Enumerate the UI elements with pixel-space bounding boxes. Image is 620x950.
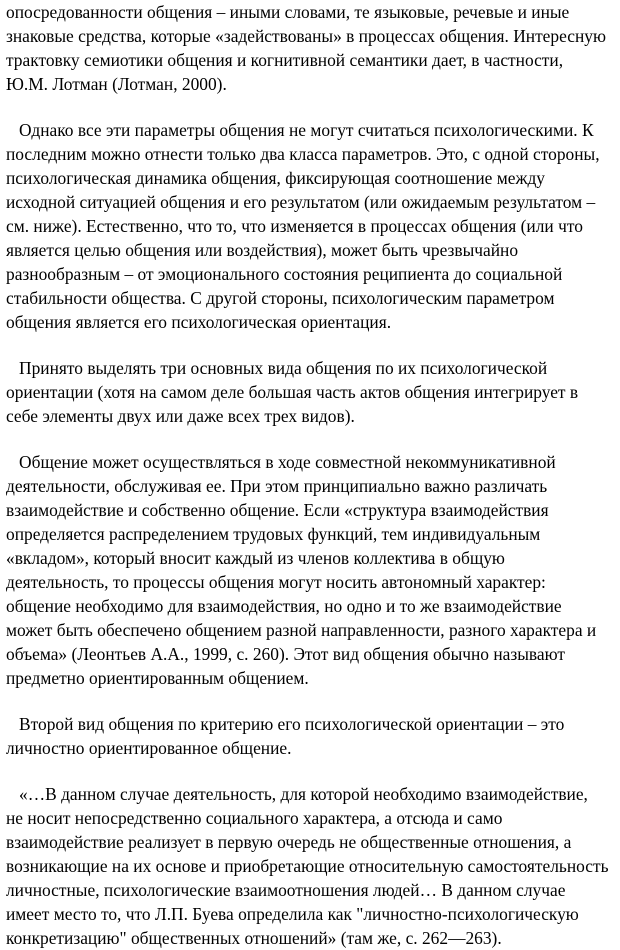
text-line: Ю.М. Лотман (Лотман, 2000). (6, 74, 227, 94)
text-line: имеет место то, что Л.П. Буева определила как "личностно-психологическую (6, 904, 579, 924)
text-line: знаковые средства, которые «задействованы» в процессах общения. Интересную (6, 26, 606, 46)
text-line: возникающие на их основе и приобретающие относительную самостоятельность (6, 856, 609, 876)
text-line: является целью общения или воздействия), может быть чрезвычайно (6, 240, 519, 260)
text-line: может быть обеспечено общением разной направленности, разного характера и (6, 620, 597, 640)
text-line: исходной ситуацией общения и его результатом (или ожидаемым результатом – (6, 192, 596, 212)
text-line: предметно ориентированным общением. (6, 668, 309, 688)
text-line: определяется распределением трудовых функций, тем индивидуальным (6, 524, 541, 544)
text-line: Принято выделять три основных вида общения по их психологической (6, 358, 548, 378)
paragraph-3 (6, 356, 620, 428)
text-line: не носит непосредственно социального характера, а отсюда и само (6, 808, 503, 828)
paragraph-6-quote (6, 782, 620, 950)
text-line: взаимодействие реализует в первую очередь не общественные отношения, а (6, 832, 572, 852)
text-line: общение необходимо для взаимодействия, но одно и то же взаимодействие (6, 596, 562, 616)
paragraph-5 (6, 712, 620, 760)
text-line: стабильности общества. С другой стороны, психологическим параметром (6, 288, 555, 308)
text-line: личностно ориентированное общение. (6, 738, 292, 758)
text-line: «вкладом», который вносит каждый из членов коллектива в общую (6, 548, 505, 568)
text-line: психологическая динамика общения, фиксирующая соотношение между (6, 168, 545, 188)
text-line: общения является его психологическая ориентация. (6, 312, 392, 332)
text-line: взаимодействие и собственно общение. Если «структура взаимодействия (6, 500, 549, 520)
text-line: трактовку семиотики общения и когнитивной семантики дает, в частности, (6, 50, 564, 70)
paragraph-1 (6, 0, 620, 96)
text-line: последним можно отнести только два класса параметров. Это, с одной стороны, (6, 144, 600, 164)
text-line: ориентации (хотя на самом деле большая часть актов общения интегрирует в (6, 382, 579, 402)
text-line: деятельности, обслуживая ее. При этом принципиально важно различать (6, 476, 548, 496)
text-line: конкретизацию" общественных отношений» (там же, с. 262—263). (6, 928, 502, 948)
text-line: объема» (Леонтьев А.А., 1999, с. 260). Этот вид общения обычно называют (6, 644, 565, 664)
text-line: опосредованности общения – иными словами, те языковые, речевые и иные (6, 2, 570, 22)
text-line: см. ниже). Естественно, что то, что изменяется в процессах общения (или что (6, 216, 583, 236)
paragraph-4 (6, 450, 620, 690)
text-line: «…В данном случае деятельность, для которой необходимо взаимодействие, (6, 784, 588, 804)
text-line: Общение может осуществляться в ходе совместной некоммуникативной (6, 452, 556, 472)
text-line: Однако все эти параметры общения не могут считаться психологическими. К (6, 120, 594, 140)
text-line: себе элементы двух или даже всех трех видов). (6, 406, 355, 426)
text-line: разнообразным – от эмоционального состояния реципиента до социальной (6, 264, 563, 284)
paragraph-2 (6, 118, 620, 334)
text-line: личностные, психологические взаимоотношения людей… В данном случае (6, 880, 566, 900)
text-line: деятельность, то процессы общения могут носить автономный характер: (6, 572, 546, 592)
text-line: Второй вид общения по критерию его психологической ориентации – это (6, 714, 565, 734)
